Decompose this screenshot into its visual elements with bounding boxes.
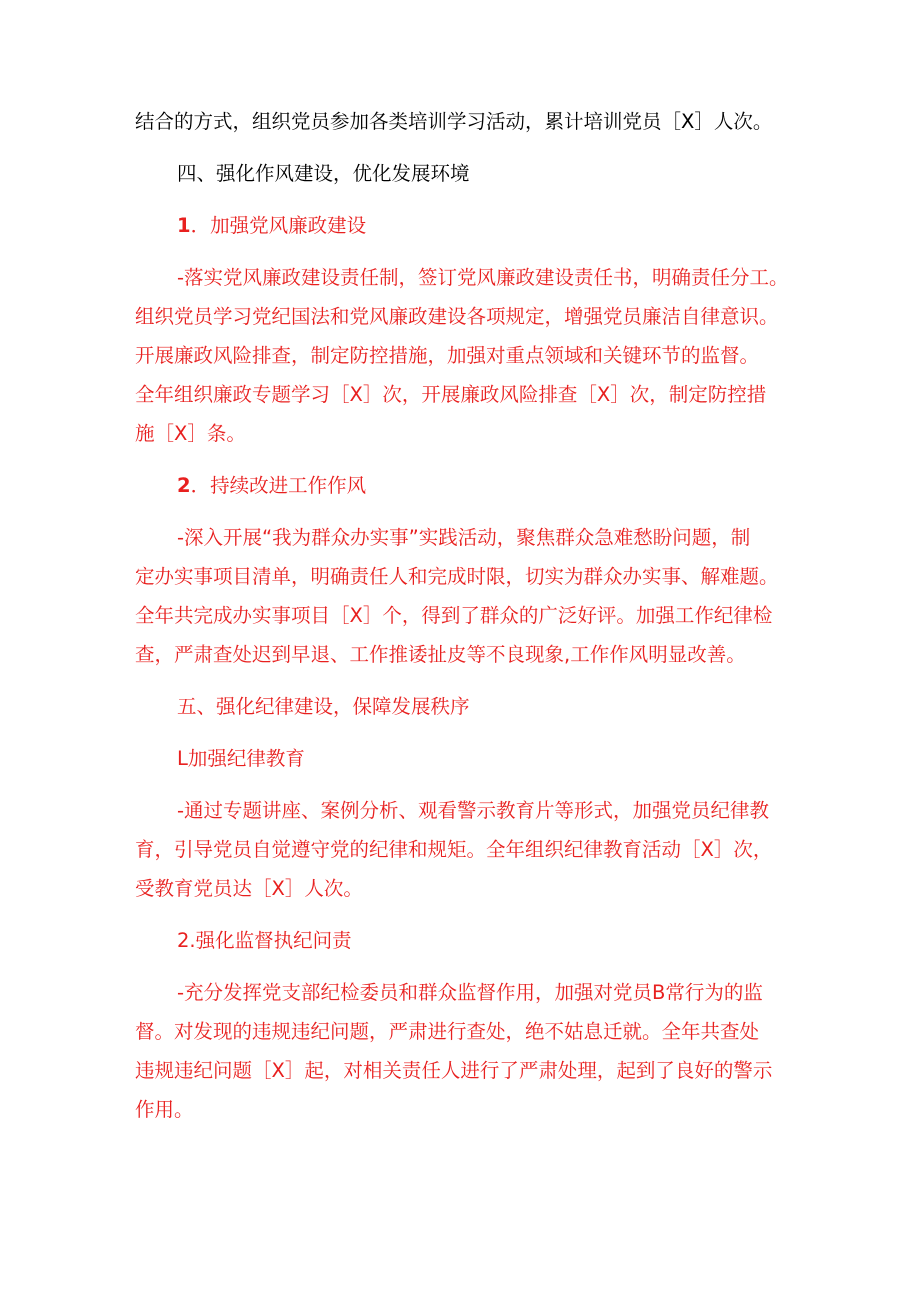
paragraph-line: 违规违纪问题［X］起，对相关责任人进行了严肃处理，起到了良好的警示 [135, 1059, 773, 1082]
paragraph-line: 全年共完成办实事项目［X］个，得到了群众的广泛好评。加强工作纪律检 [135, 604, 773, 627]
paragraph-line: -充分发挥党支部纪检委员和群众监督作用，加强对党员B常行为的监 [177, 981, 763, 1004]
subheading-5-2: 2.强化监督执纪问责 [177, 929, 352, 952]
subheading-title-part: ．加强党风廉 [190, 214, 308, 237]
section-heading-4: 四、强化作风建设，优化发展环境 [177, 162, 470, 185]
paragraph-line: -落实党风廉政建设责任制，签订党风廉政建设责任书，明确责任分工。 [177, 266, 789, 289]
paragraph-line: 组织党员学习党纪国法和党风廉政建设各项规定，增强党员廉洁自律意识。 [135, 305, 779, 328]
paragraph-line: 施［X］条。 [135, 422, 246, 445]
subheading-title: ．持续改进工作作风 [190, 474, 367, 497]
subheading-title-part: 政建设 [307, 214, 367, 237]
paragraph-line: 定办实事项目清单，明确责任人和完成时限，切实为群众办实事、解难题。 [135, 565, 779, 588]
paragraph-line: 作用。 [135, 1098, 194, 1121]
paragraph-line: -通过专题讲座、案例分析、观看警示教育片等形式，加强党员纪律教 [177, 799, 770, 822]
section-heading-5: 五、强化纪律建设，保障发展秩序 [177, 695, 470, 718]
paragraph-line: -深入开展“我为群众办实事”实践活动，聚焦群众急难愁盼问题，制 [177, 526, 751, 549]
paragraph-line: 开展廉政风险排查，制定防控措施，加强对重点领域和关键环节的监督。 [135, 344, 760, 367]
paragraph-line: 结合的方式，组织党员参加各类培训学习活动，累计培训党员［X］人次。 [135, 110, 773, 133]
subheading-4-2 [135, 467, 366, 504]
paragraph-line: 育，引导党员自觉遵守党的纪律和规矩。全年组织纪律教育活动［X］次， [135, 838, 773, 861]
subheading-number: 1 [177, 214, 191, 237]
subheading-number: 2 [177, 474, 191, 497]
subheading-5-1: L加强纪律教育 [177, 747, 305, 770]
paragraph-line: 督。对发现的违规违纪问题，严肃进行查处，绝不姑息迁就。全年共查处 [135, 1020, 760, 1043]
paragraph-line: 全年组织廉政专题学习［X］次，开展廉政风险排查［X］次，制定防控措 [135, 383, 767, 406]
subheading-4-1 [135, 207, 366, 244]
paragraph-line: 受教育党员达［X］人次。 [135, 877, 363, 900]
paragraph-line: 查，严肃查处迟到早退、工作推诿扯皮等不良现象,工作作风明显改善。 [135, 643, 746, 666]
